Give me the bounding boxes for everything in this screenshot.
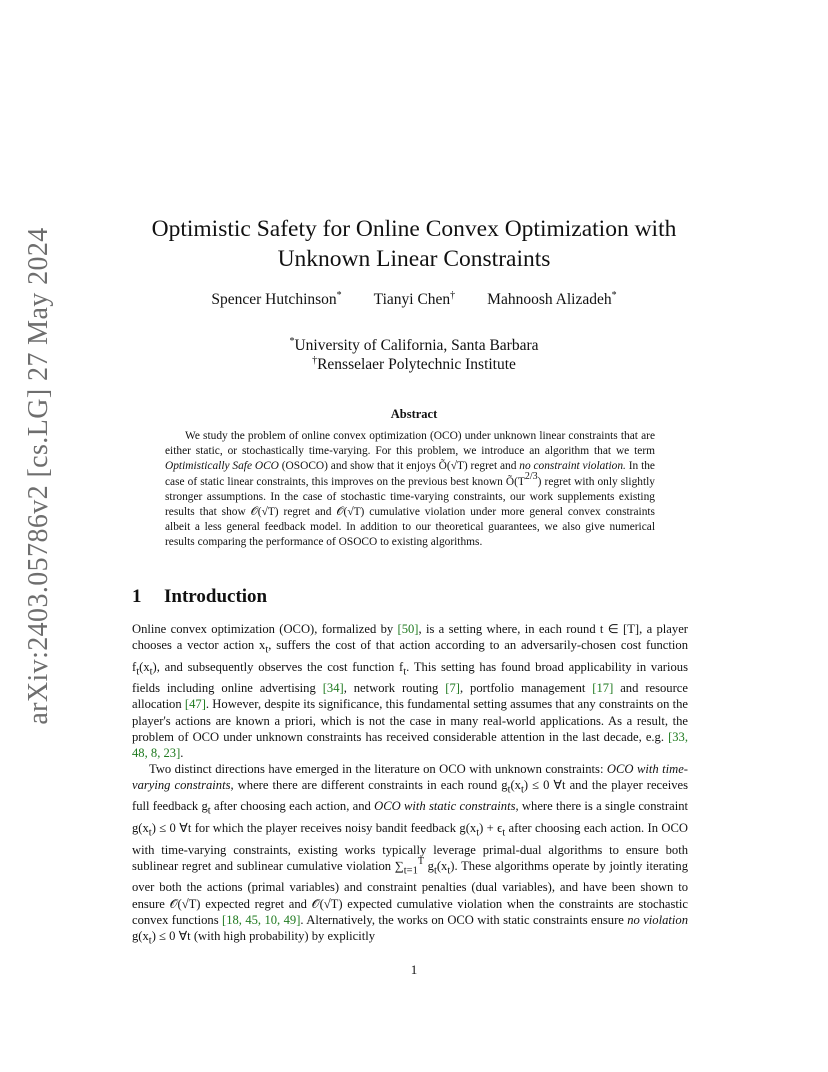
subscript: t [520, 784, 524, 796]
abstract-heading: Abstract [390, 407, 438, 421]
intro-paragraph-1 [132, 621, 688, 761]
abstract-paragraph [165, 429, 655, 551]
author-3-mark: * [611, 290, 617, 301]
body-text: ) ≤ 0 ∀t (with high probability) by explicitly [151, 928, 376, 943]
title-line-1: Optimistic Safety for Online Convex Optimization with [151, 216, 677, 242]
body-text: g(x [132, 928, 149, 943]
subscript: t [502, 827, 506, 839]
body-emphasis: no violation [627, 912, 688, 927]
abstract-emphasis: no constraint violation. [519, 460, 626, 473]
author-2 [374, 291, 456, 309]
paper-title [100, 214, 728, 274]
citation-link[interactable]: [33, 48, 8, 23] [132, 729, 688, 760]
abstract-body [165, 429, 655, 551]
affiliation-1-mark: * [289, 336, 295, 347]
body-text: g [423, 858, 434, 873]
body-text: ) ≤ 0 ∀t for which the player receives noisy bandit feedback g(x [151, 821, 477, 836]
abstract-text: In the case of static linear constraints, this improves on the previous best known Õ(T [165, 460, 655, 488]
author-2-mark: † [450, 290, 456, 301]
body-text: (x [436, 858, 448, 873]
title-line-2: Unknown Linear Constraints [277, 246, 551, 272]
author-list [130, 291, 698, 309]
affiliation-2-name: Rensselaer Polytechnic Institute [317, 356, 516, 373]
body-text: , is a setting where, in each round t ∈ [T], a player chooses a vector action x [132, 622, 688, 653]
subscript: t [507, 784, 511, 796]
body-text: ). These algorithms operate by jointly iterating over both the actions (primal variables) and constraint penalties (dual variables), and have been shown to ensure 𝒪(√T) expected regret and 𝒪(√T) expected cumulative violation when the constraints are stochastic convex functions [132, 858, 688, 927]
abstract-text: We study the problem of online convex optimization (OCO) under unknown linear constraints that are either static, or stochastically time-varying. For this problem, we introduce an algorithm that we term [165, 430, 655, 458]
introduction-body [132, 621, 688, 949]
subscript: t [265, 644, 269, 656]
intro-paragraph-2 [132, 761, 688, 950]
superscript: T [417, 855, 424, 867]
body-text: where there are different constraints in each round g [233, 777, 508, 792]
body-text: after choosing each action. In OCO with time-varying constraints, existing works typically leverage primal-dual algorithms to ensure both sublinear regret and sublinear cumulative violation ∑ [132, 821, 688, 873]
section-number: 1 [132, 586, 142, 607]
citation-link[interactable]: [18, 45, 10, 49] [222, 912, 301, 927]
body-text: ) + ϵ [479, 821, 503, 836]
author-2-name: Tianyi Chen [373, 291, 451, 308]
subscript: t [433, 865, 437, 877]
body-text: Two distinct directions have emerged in the literature on OCO with unknown constraints: [149, 761, 607, 776]
affiliation-2 [200, 356, 628, 374]
body-text: , portfolio management [459, 681, 593, 696]
body-text: , network routing [343, 681, 446, 696]
body-text: and resource allocation [132, 681, 688, 712]
citation-link[interactable]: [17] [592, 681, 614, 696]
subscript: t [136, 666, 140, 678]
arxiv-stamp [20, 227, 58, 725]
body-text: . Alternatively, the works on OCO with static constraints ensure [300, 912, 628, 927]
body-text: , suffers the cost of that action according to an adversarily-chosen cost function f [132, 638, 688, 674]
subscript: t [403, 666, 407, 678]
body-text: . However, despite its significance, this fundamental setting assumes that any constraints on the player's actions are known a priori, which is not the case in many real-world applications. As a result, the problem of OCO under unknown constraints has received considerable attention in the last decade, e.g. [132, 697, 689, 744]
subscript: t [149, 666, 153, 678]
subscript: t=1 [403, 865, 418, 877]
citation-link[interactable]: [34] [322, 681, 344, 696]
body-emphasis: OCO with time-varying constraints, [132, 761, 688, 792]
body-text: ) ≤ 0 ∀t and the player receives full feedback g [132, 777, 689, 814]
author-1-name: Spencer Hutchinson [211, 291, 337, 308]
author-3-name: Mahnoosh Alizadeh [487, 291, 612, 308]
body-text: Online convex optimization (OCO), formalized by [132, 622, 398, 636]
subscript: t [148, 935, 152, 947]
author-3 [487, 291, 616, 309]
abstract-exponent: 2/3 [524, 470, 538, 482]
author-1 [211, 291, 341, 309]
body-text: (x [510, 777, 521, 792]
citation-link[interactable]: [50] [397, 622, 419, 636]
citation-link[interactable]: [7] [445, 681, 460, 696]
subscript: t [148, 827, 152, 839]
body-text: after choosing each action, and [210, 799, 375, 814]
author-1-mark: * [336, 290, 342, 301]
affiliation-2-mark: † [312, 355, 318, 366]
body-text: . This setting has found broad applicability in various fields including online advertising [132, 659, 688, 696]
body-text: (x [139, 659, 150, 674]
citation-link[interactable]: [47] [184, 697, 206, 712]
affiliation-1-name: University of California, Santa Barbara [294, 337, 539, 354]
abstract-text: ) regret with only slightly stronger assumptions. In the case of stochastic time-varying constraints, our work supplements existing results that show 𝒪(√T) regret and 𝒪(√T) cumulative violation under more general convex constraints albeit a less general feedback model. In addition to our theoretical guarantees, we also give numerical results comparing the performance of OSOCO to existing algorithms. [165, 475, 655, 549]
abstract-text: (OSOCO) and show that it enjoys Õ(√T) regret and [278, 460, 520, 473]
section-heading [132, 586, 267, 608]
body-text: ), and subsequently observes the cost function f [152, 659, 404, 674]
body-text: where there is a single constraint g(x [132, 799, 689, 836]
subscript: t [476, 827, 480, 839]
arxiv-stamp-text: arXiv:2403.05786v2 [cs.LG] 27 May 2024 [23, 227, 54, 725]
section-title: Introduction [164, 586, 268, 607]
subscript: t [447, 865, 451, 877]
body-text: . [180, 745, 184, 760]
subscript: t [207, 806, 211, 817]
body-emphasis: OCO with static constraints, [374, 799, 519, 814]
abstract-emphasis: Optimistically Safe OCO [165, 460, 279, 473]
page-number: 1 [410, 962, 418, 977]
affiliation-1 [200, 337, 628, 355]
